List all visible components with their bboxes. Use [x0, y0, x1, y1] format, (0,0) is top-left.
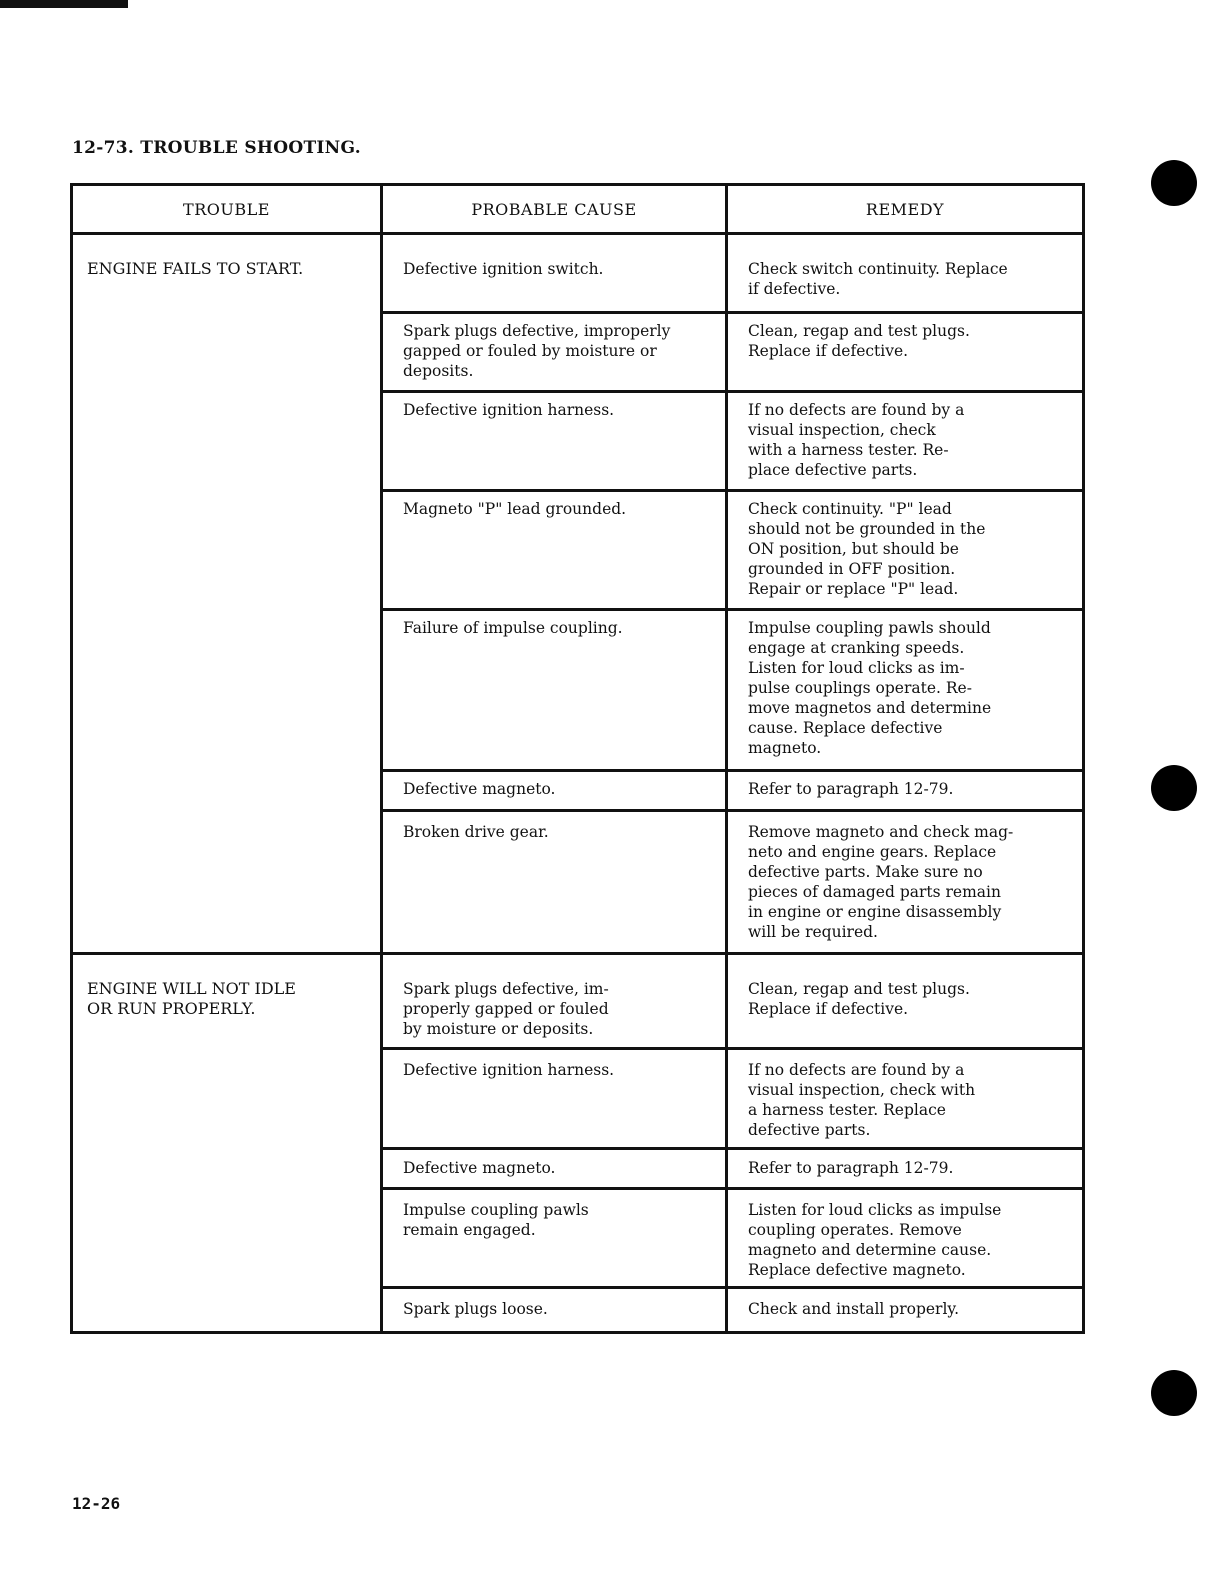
remedy-cell: Clean, regap and test plugs. Replace if defective.: [727, 313, 1084, 392]
top-edge-bar: [0, 0, 128, 8]
remedy-cell: Impulse coupling pawls should engage at cranking speeds. Listen for loud clicks as im- pulse couplings operate. Re- move magnetos and determine cause. Replace defective magneto.: [727, 610, 1084, 771]
cause-cell: Broken drive gear.: [382, 811, 727, 954]
remedy-cell: Check and install properly.: [727, 1288, 1084, 1333]
cause-cell: Defective ignition harness.: [382, 392, 727, 491]
remedy-cell: Remove magneto and check mag- neto and engine gears. Replace defective parts. Make sure no pieces of damaged parts remain in engine or engine disassembly will be required.: [727, 811, 1084, 954]
cause-cell: Spark plugs defective, improperly gapped or fouled by moisture or deposits.: [382, 313, 727, 392]
cause-cell: Spark plugs loose.: [382, 1288, 727, 1333]
cause-cell: Impulse coupling pawls remain engaged.: [382, 1189, 727, 1288]
page-number: 12-26: [72, 1494, 121, 1513]
trouble-cell: ENGINE WILL NOT IDLE OR RUN PROPERLY.: [72, 954, 382, 1333]
trouble-cell: ENGINE FAILS TO START.: [72, 234, 382, 954]
binder-hole-middle: [1151, 765, 1197, 811]
binder-hole-top: [1151, 160, 1197, 206]
cause-cell: Magneto "P" lead grounded.: [382, 491, 727, 610]
cause-cell: Spark plugs defective, im- properly gapped or fouled by moisture or deposits.: [382, 954, 727, 1049]
section-heading: 12-73. TROUBLE SHOOTING.: [72, 138, 361, 158]
cause-cell: Defective ignition switch.: [382, 234, 727, 313]
cause-cell: Defective magneto.: [382, 1149, 727, 1189]
header-probable-cause: PROBABLE CAUSE: [382, 185, 727, 234]
header-row: [72, 185, 1084, 234]
table-row: [72, 234, 1084, 313]
cause-cell: Failure of impulse coupling.: [382, 610, 727, 771]
table-row: [72, 954, 1084, 1049]
remedy-cell: If no defects are found by a visual inspection, check with a harness tester. Replace defective parts.: [727, 1049, 1084, 1149]
binder-hole-bottom: [1151, 1370, 1197, 1416]
cause-cell: Defective magneto.: [382, 771, 727, 811]
remedy-cell: Refer to paragraph 12-79.: [727, 1149, 1084, 1189]
cause-cell: Defective ignition harness.: [382, 1049, 727, 1149]
header-remedy: REMEDY: [727, 185, 1084, 234]
remedy-cell: If no defects are found by a visual inspection, check with a harness tester. Re- place defective parts.: [727, 392, 1084, 491]
troubleshooting-table: [70, 183, 1085, 1334]
remedy-cell: Check switch continuity. Replace if defective.: [727, 234, 1084, 313]
remedy-cell: Check continuity. "P" lead should not be grounded in the ON position, but should be grounded in OFF position. Repair or replace "P" lead.: [727, 491, 1084, 610]
remedy-cell: Refer to paragraph 12-79.: [727, 771, 1084, 811]
header-trouble: TROUBLE: [72, 185, 382, 234]
remedy-cell: Listen for loud clicks as impulse coupling operates. Remove magneto and determine cause. Replace defective magneto.: [727, 1189, 1084, 1288]
remedy-cell: Clean, regap and test plugs. Replace if defective.: [727, 954, 1084, 1049]
